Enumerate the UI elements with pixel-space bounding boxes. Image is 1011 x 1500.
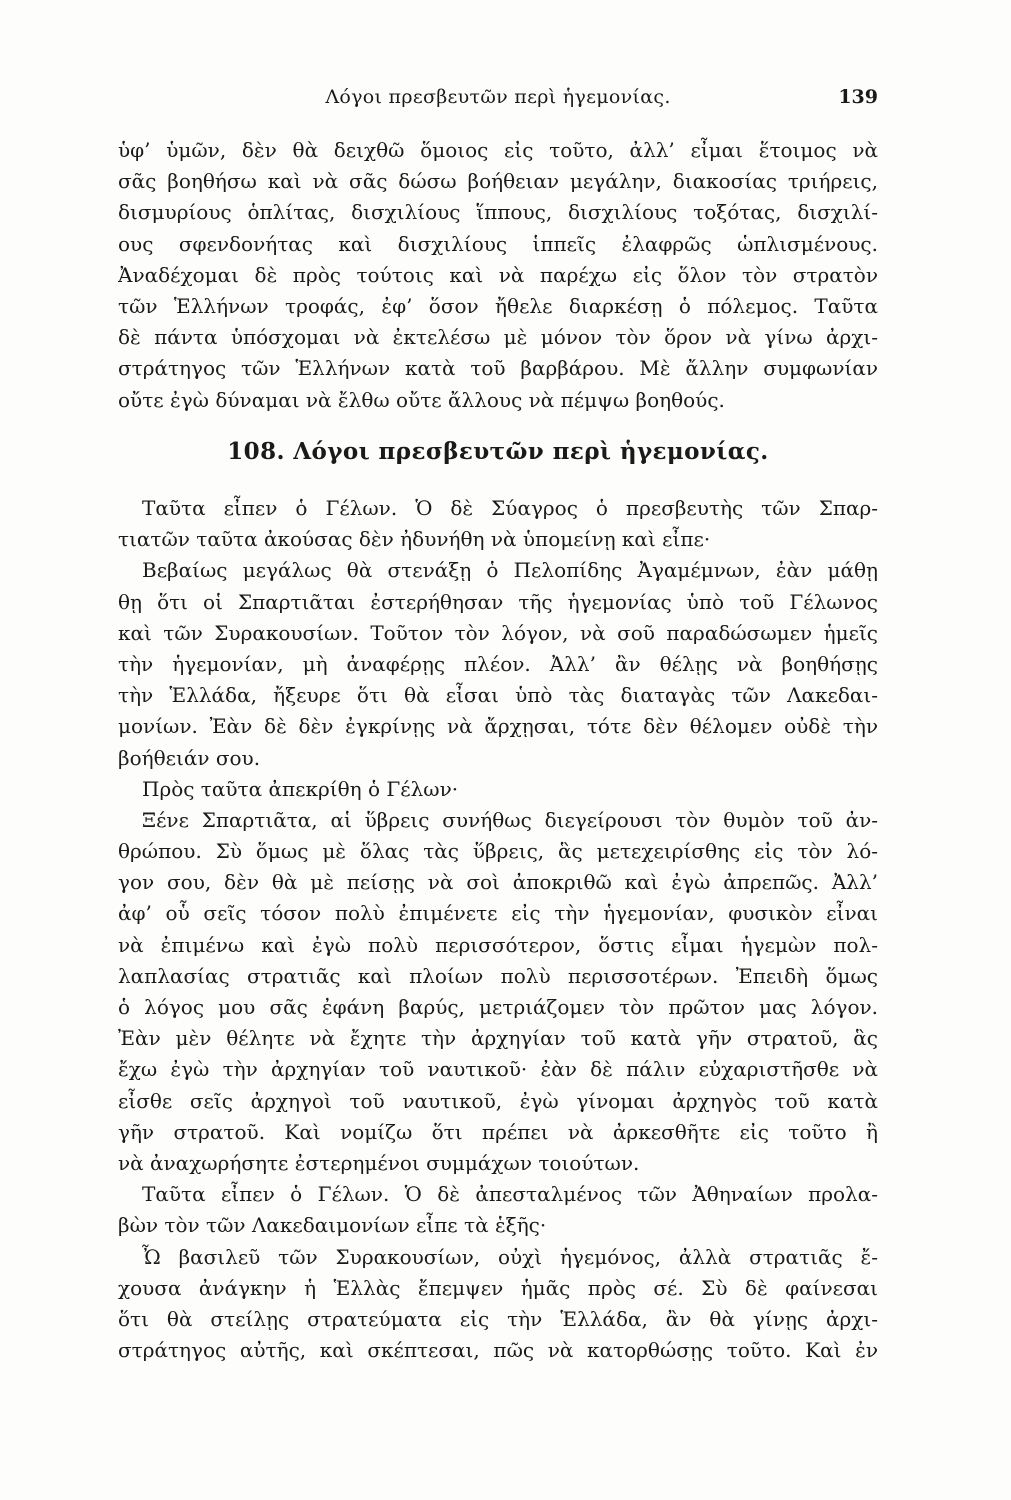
text-line: ὑφ’ ὑμῶν, δὲν θὰ δειχθῶ ὅμοιος εἰς τοῦτο, ἀλλ’ εἶμαι ἕτοιμος νὰ xyxy=(118,138,878,162)
text-line: Ὦ βασιλεῦ τῶν Συρακουσίων, οὐχὶ ἡγεμόνος, ἀλλὰ στρατιᾶς ἔ- xyxy=(142,1244,878,1269)
text-line: Ἐὰν μὲν θέλητε νὰ ἔχητε τὴν ἀρχηγίαν τοῦ κατὰ γῆν στρατοῦ, ἃς xyxy=(118,1026,878,1051)
text-line: βὼν τὸν τῶν Λακεδαιμονίων εἶπε τὰ ἑξῆς· xyxy=(118,1213,547,1238)
paragraph-top xyxy=(118,135,878,416)
running-head xyxy=(118,82,878,112)
text-line: Ξένε Σπαρτιᾶτα, αἱ ὕβρεις συνήθως διεγείρουσι τὸν θυμὸν τοῦ ἀν- xyxy=(142,807,878,832)
text-line: καὶ τῶν Συρακουσίων. Τοῦτον τὸν λόγον, νὰ σοῦ παραδώσωμεν ἡμεῖς xyxy=(118,620,878,645)
text-line: δισμυρίους ὁπλίτας, δισχιλίους ἵππους, δισχιλίους τοξότας, δισχιλί- xyxy=(118,200,878,225)
text-line: τῶν Ἑλλήνων τροφάς, ἐφ’ ὅσον ἤθελε διαρκέσῃ ὁ πόλεμος. Ταῦτα xyxy=(118,293,878,318)
text-line: σᾶς βοηθήσω καὶ νὰ σᾶς δώσω βοήθειαν μεγάλην, διακοσίας τριήρεις, xyxy=(118,169,878,194)
text-line: δὲ πάντα ὑπόσχομαι νὰ ἐκτελέσω μὲ μόνον τὸν ὅρον νὰ γίνω ἀρχι- xyxy=(118,325,878,350)
text-line: Πρὸς ταῦτα ἀπεκρίθη ὁ Γέλων· xyxy=(142,776,459,801)
text-line: νὰ ἀναχωρήσητε ἐστερημένοι συμμάχων τοιούτων. xyxy=(118,1150,640,1175)
text-line: νὰ ἐπιμένω καὶ ἐγὼ πολὺ περισσότερον, ὅστις εἶμαι ἡγεμὼν πολ- xyxy=(118,932,878,957)
text-line: στράτηγος τῶν Ἑλλήνων κατὰ τοῦ βαρβάρου. Μὲ ἄλλην συμφωνίαν xyxy=(118,356,878,381)
text-line: λαπλασίας στρατιᾶς καὶ πλοίων πολὺ περισσοτέρων. Ἐπειδὴ ὅμως xyxy=(118,963,878,988)
text-line: βοήθειάν σου. xyxy=(118,745,261,770)
text-line: Βεβαίως μεγάλως θὰ στενάξῃ ὁ Πελοπίδης Ἀγαμέμνων, ἐὰν μάθῃ xyxy=(142,558,878,583)
paragraph-main xyxy=(118,493,878,1366)
text-line: τὴν ἡγεμονίαν, μὴ ἀναφέρῃς πλέον. Ἀλλ’ ἂν θέλῃς νὰ βοηθήσῃς xyxy=(118,651,878,676)
text-line: οὔτε ἐγὼ δύναμαι νὰ ἔλθω οὔτε ἄλλους νὰ πέμψω βοηθούς. xyxy=(118,387,725,412)
text-line: ὁ λόγος μου σᾶς ἐφάνη βαρύς, μετριάζομεν τὸν πρῶτον μας λόγον. xyxy=(118,995,878,1019)
text-line: τὴν Ἑλλάδα, ἤξευρε ὅτι θὰ εἶσαι ὑπὸ τὰς διαταγὰς τῶν Λακεδαι- xyxy=(118,683,878,708)
text-line: γον σου, δὲν θὰ μὲ πείσῃς νὰ σοὶ ἀποκριθῶ καὶ ἐγὼ ἀπρεπῶς. Ἀλλ’ xyxy=(118,870,878,895)
text-line: εἶσθε σεῖς ἀρχηγοὶ τοῦ ναυτικοῦ, ἐγὼ γίνομαι ἀρχηγὸς τοῦ κατὰ xyxy=(118,1088,878,1113)
text-line: τιατῶν ταῦτα ἀκούσας δὲν ἠδυνήθη νὰ ὑπομείνῃ καὶ εἶπε· xyxy=(118,527,711,552)
text-line: ους σφενδονήτας καὶ δισχιλίους ἱππεῖς ἐλαφρῶς ὡπλισμένους. xyxy=(118,231,878,256)
text-line: Ταῦτα εἶπεν ὁ Γέλων. Ὁ δὲ ἀπεσταλμένος τῶν Ἀθηναίων προλα- xyxy=(142,1182,878,1207)
text-line: θρώπου. Σὺ ὅμως μὲ ὅλας τὰς ὕβρεις, ἃς μετεχειρίσθης εἰς τὸν λό- xyxy=(118,839,878,864)
page-number: 139 xyxy=(838,86,878,108)
text-line: ἀφ’ οὗ σεῖς τόσον πολὺ ἐπιμένετε εἰς τὴν ἡγεμονίαν, φυσικὸν εἶναι xyxy=(118,901,878,926)
text-line: θῃ ὅτι οἱ Σπαρτιᾶται ἐστερήθησαν τῆς ἡγεμονίας ὑπὸ τοῦ Γέλωνος xyxy=(118,589,878,614)
text-line: Ταῦτα εἶπεν ὁ Γέλων. Ὁ δὲ Σύαγρος ὁ πρεσβευτὴς τῶν Σπαρ- xyxy=(142,496,878,520)
section-heading: 108. Λόγοι πρεσβευτῶν περὶ ἡγεμονίας. xyxy=(227,438,769,465)
text-line: ἔχω ἐγὼ τὴν ἀρχηγίαν τοῦ ναυτικοῦ· ἐὰν δὲ πάλιν εὐχαριστῆσθε νὰ xyxy=(118,1057,878,1082)
text-line: χουσα ἀνάγκην ἡ Ἑλλὰς ἔπεμψεν ἡμᾶς πρὸς σέ. Σὺ δὲ φαίνεσαι xyxy=(118,1275,878,1300)
running-title: Λόγοι πρεσβευτῶν περὶ ἡγεμονίας. xyxy=(325,86,671,108)
text-line: ὅτι θὰ στείλῃς στρατεύματα εἰς τὴν Ἑλλάδα, ἂν θὰ γίνῃς ἀρχι- xyxy=(118,1306,878,1331)
text-line: γῆν στρατοῦ. Καὶ νομίζω ὅτι πρέπει νὰ ἀρκεσθῆτε εἰς τοῦτο ἢ xyxy=(118,1119,878,1144)
text-line: μονίων. Ἐὰν δὲ δὲν ἐγκρίνῃς νὰ ἄρχῃσαι, τότε δὲν θέλομεν οὐδὲ τὴν xyxy=(118,714,878,739)
text-line: στράτηγος αὐτῆς, καὶ σκέπτεσαι, πῶς νὰ κατορθώσῃς τοῦτο. Καὶ ἐν xyxy=(118,1338,878,1363)
text-line: Ἀναδέχομαι δὲ πρὸς τούτοις καὶ νὰ παρέχω εἰς ὅλον τὸν στρατὸν xyxy=(118,262,878,287)
